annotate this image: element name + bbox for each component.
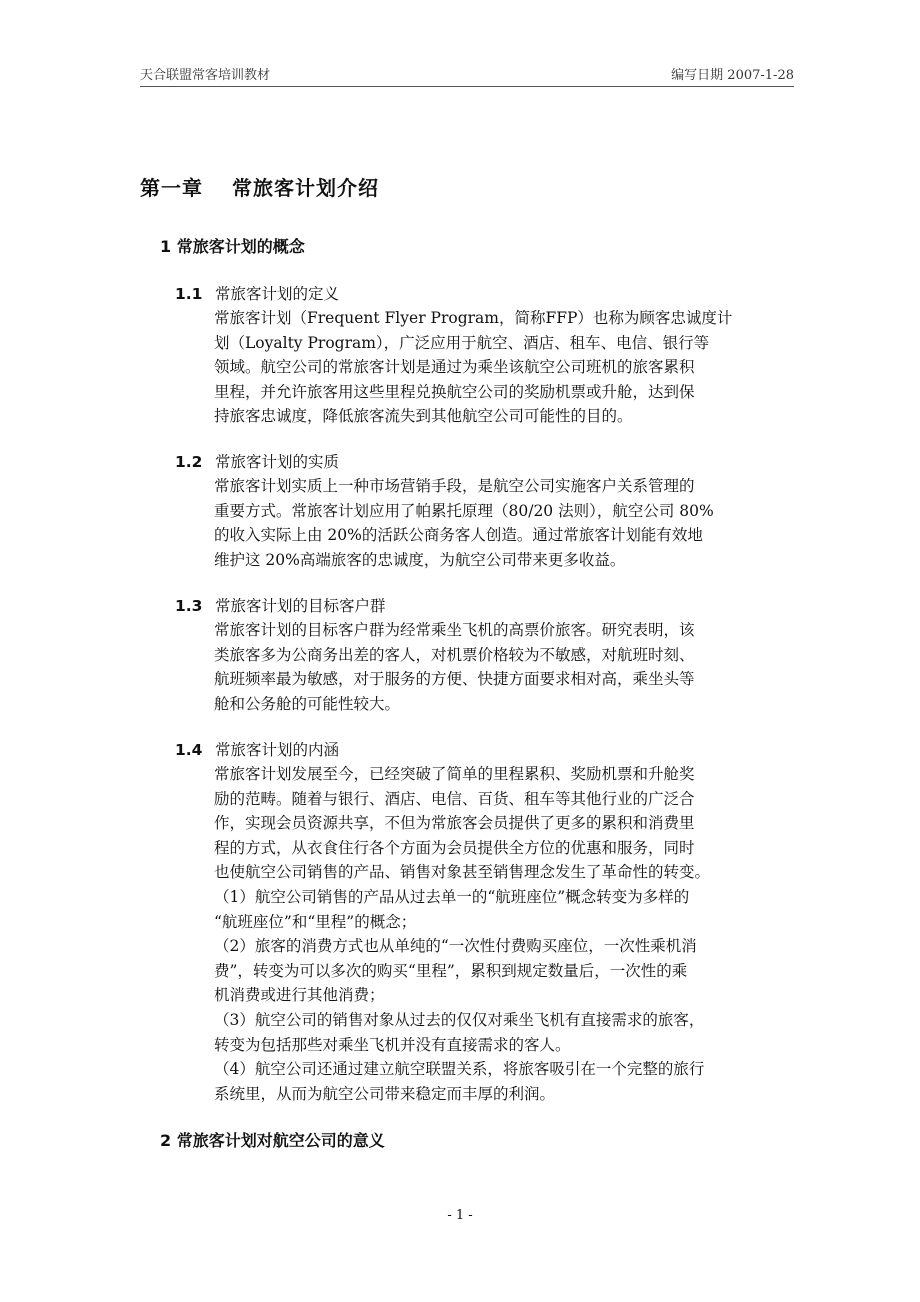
subsection-1-4-heading <box>175 738 339 762</box>
subsection-number: 1.3 <box>175 597 203 615</box>
subsection-1-1-body <box>214 306 796 429</box>
body-line: 常旅客计划实质上一种市场营销手段，是航空公司实施客户关系管理的 <box>214 477 695 495</box>
section-1-title: 1 常旅客计划的概念 <box>160 237 305 256</box>
list-item-line: 机消费或进行其他消费； <box>214 986 385 1005</box>
header-date: 编写日期 2007-1-28 <box>671 68 794 83</box>
body-line: 常旅客计划发展至今，已经突破了简单的里程累积、奖励机票和升舱奖 <box>214 765 695 783</box>
body-line: 程的方式，从衣食住行各个方面为会员提供全方位的优惠和服务，同时 <box>214 838 695 857</box>
list-item-line: 转变为包括那些对乘坐飞机并没有直接需求的客人。 <box>214 1035 571 1054</box>
header-title: 天合联盟常客培训教材 <box>140 68 271 83</box>
page-number: - 1 - <box>447 1208 473 1223</box>
subsection-1-3-body <box>214 618 796 716</box>
list-item-line: （1）航空公司销售的产品从过去单一的“航班座位”概念转变为多样的 <box>214 887 690 906</box>
subsection-number: 1.2 <box>175 453 203 471</box>
subsection-title: 常旅客计划的目标客户群 <box>215 597 386 615</box>
body-line: 常旅客计划的目标客户群为经常乘坐飞机的高票价旅客。研究表明，该 <box>214 621 695 639</box>
body-line: 励的范畴。随着与银行、酒店、电信、百货、租车等其他行业的广泛合 <box>214 789 695 808</box>
subsection-1-3-heading <box>175 594 386 618</box>
body-line: 重要方式。常旅客计划应用了帕累托原理（80/20 法则），航空公司 80% <box>214 501 714 520</box>
subsection-title: 常旅客计划的定义 <box>215 285 340 303</box>
body-line: 舱和公务舱的可能性较大。 <box>214 694 401 713</box>
section-2-title: 2 常旅客计划对航空公司的意义 <box>160 1131 385 1150</box>
body-line: 里程，并允许旅客用这些里程兑换航空公司的奖励机票或升舱，达到保 <box>214 382 695 401</box>
subsection-1-2-body <box>214 474 796 572</box>
chapter-title: 第一章 常旅客计划介绍 <box>140 176 379 200</box>
body-line: 领域。航空公司的常旅客计划是通过为乘坐该航空公司班机的旅客累积 <box>214 358 695 377</box>
subsection-title: 常旅客计划的实质 <box>215 453 340 471</box>
subsection-number: 1.4 <box>175 741 203 759</box>
list-item-line: （2）旅客的消费方式也从单纯的“一次性付费购买座位，一次性乘机消 <box>214 937 697 956</box>
body-line: 作，实现会员资源共享，不但为常旅客会员提供了更多的累积和消费里 <box>214 814 695 833</box>
body-line: 维护这 20%高端旅客的忠诚度，为航空公司带来更多收益。 <box>214 550 626 569</box>
page-header <box>140 64 794 87</box>
body-line: 类旅客多为公商务出差的客人，对机票价格较为不敏感，对航班时刻、 <box>214 645 695 664</box>
list-item-line: 费”，转变为可以多次的购买“里程”，累积到规定数量后，一次性的乘 <box>214 961 688 980</box>
body-line: 持旅客忠诚度，降低旅客流失到其他航空公司可能性的目的。 <box>214 407 633 426</box>
list-item-line: （4）航空公司还通过建立航空联盟关系，将旅客吸引在一个完整的旅行 <box>214 1060 705 1079</box>
body-line: 航班频率最为敏感，对于服务的方便、快捷方面要求相对高，乘坐头等 <box>214 670 695 689</box>
body-line: 也使航空公司销售的产品、销售对象甚至销售理念发生了革命性的转变。 <box>214 863 711 882</box>
list-item-line: （3）航空公司的销售对象从过去的仅仅对乘坐飞机有直接需求的旅客， <box>214 1010 705 1029</box>
subsection-title: 常旅客计划的内涵 <box>215 741 340 759</box>
list-item-line: 系统里，从而为航空公司带来稳定而丰厚的利润。 <box>214 1084 556 1103</box>
subsection-1-2-heading <box>175 450 339 474</box>
subsection-1-1-heading <box>175 282 339 306</box>
body-line: 的收入实际上由 20%的活跃公商务客人创造。通过常旅客计划能有效地 <box>214 526 703 545</box>
list-item-line: “航班座位”和“里程”的概念； <box>214 912 417 931</box>
body-line: 划（Loyalty Program），广泛应用于航空、酒店、租车、电信、银行等 <box>214 333 710 352</box>
body-line: 常旅客计划（Frequent Flyer Program，简称FFP）也称为顾客忠诚度计 <box>214 309 733 327</box>
subsection-number: 1.1 <box>175 285 203 303</box>
subsection-1-4-body <box>214 762 796 1106</box>
